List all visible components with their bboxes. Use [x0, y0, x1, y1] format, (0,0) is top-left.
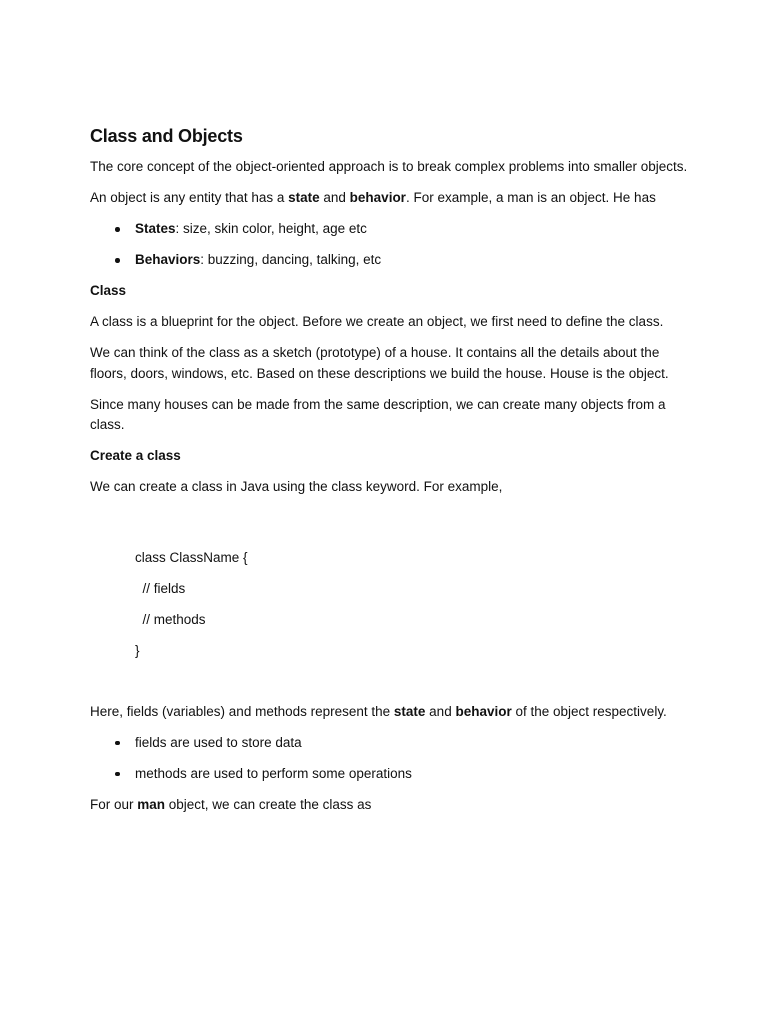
- list-item-bold: Behaviors: [135, 252, 201, 267]
- code-line: // fields: [135, 581, 186, 596]
- code-line: }: [135, 643, 140, 658]
- code-line: // methods: [135, 612, 206, 627]
- bold-behavior: behavior: [349, 190, 406, 205]
- intro-paragraph: The core concept of the object-oriented approach is to break complex problems into smaller objects.: [90, 159, 688, 174]
- class-many-paragraph: Since many houses can be made from the same description, we can create many objects from a class.: [90, 396, 666, 432]
- bold-behavior: behavior: [455, 703, 512, 719]
- object-properties-list: [90, 219, 690, 271]
- class-heading: Class: [90, 283, 127, 298]
- document-title: Class and Objects: [90, 126, 243, 146]
- create-class-heading: Create a class: [90, 448, 181, 463]
- list-item-methods: methods are used to perform some operations: [135, 764, 690, 785]
- text-span: and: [319, 190, 350, 205]
- text-span: object, we can create the class as: [165, 796, 372, 812]
- code-line: class ClassName {: [135, 550, 248, 565]
- bold-state: state: [393, 703, 426, 719]
- text-span: An object is any entity that has a: [90, 190, 289, 205]
- list-item-text: : size, skin color, height, age etc: [175, 221, 367, 236]
- class-sketch-paragraph: We can think of the class as a sketch (prototype) of a house. It contains all the details about the floors, doors, windows, etc. Based on these descriptions we build the house. House is the object.: [90, 345, 669, 381]
- bold-state: state: [288, 190, 320, 205]
- list-item-fields: fields are used to store data: [135, 733, 690, 754]
- text-span: of the object respectively.: [511, 703, 667, 719]
- bold-man: man: [137, 796, 166, 812]
- list-item-behaviors: [135, 250, 690, 271]
- list-item-states: [135, 219, 690, 240]
- fields-methods-list: [90, 733, 690, 785]
- fields-methods-paragraph: [90, 702, 690, 723]
- text-span: and: [425, 703, 456, 719]
- document-page: [90, 124, 690, 826]
- code-example: [90, 508, 690, 702]
- object-definition-paragraph: [90, 188, 690, 209]
- list-item-bold: States: [135, 221, 176, 236]
- text-span: For our: [90, 796, 138, 812]
- class-definition-paragraph: A class is a blueprint for the object. Before we create an object, we first need to define the class.: [90, 314, 664, 329]
- create-class-paragraph: We can create a class in Java using the class keyword. For example,: [90, 479, 503, 494]
- list-item-text: : buzzing, dancing, talking, etc: [200, 252, 382, 267]
- text-span: Here, fields (variables) and methods represent the: [90, 703, 394, 719]
- man-object-paragraph: [90, 795, 690, 816]
- text-span: . For example, a man is an object. He has: [405, 190, 656, 205]
